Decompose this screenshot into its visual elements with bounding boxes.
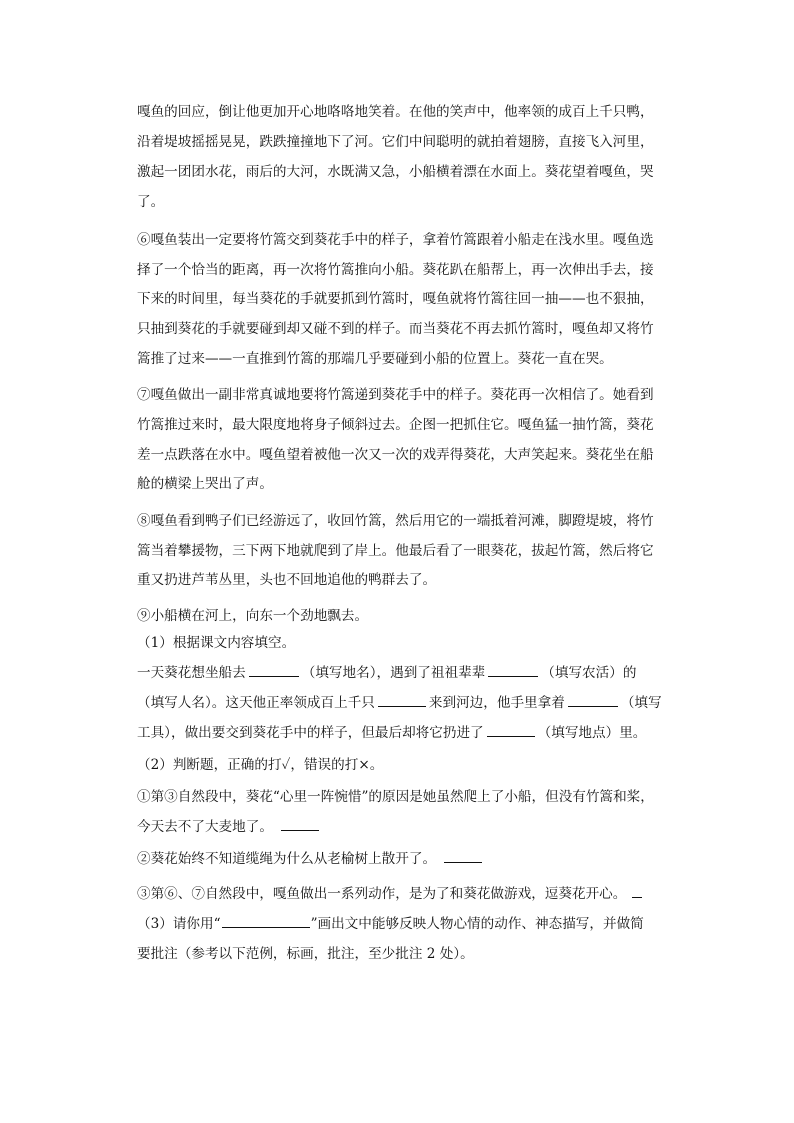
paragraph-6-line: 只抽到葵花的手就要碰到却又碰不到的样子。而当葵花不再去抓竹篙时，嘎鱼却又将竹 bbox=[137, 321, 654, 337]
question-1-line-1 bbox=[137, 660, 682, 686]
answer-blank-judgment-3[interactable] bbox=[632, 882, 642, 898]
paragraph-8-line: 重又扔进芦苇丛里，头也不回地追他的鸭群去了。 bbox=[137, 572, 437, 588]
paragraph-6-line: 下来的时间里，每当葵花的手就要抓到竹篙时，嘎鱼就将竹篙往回一抽——也不狠抽， bbox=[137, 291, 654, 307]
paragraph-7-line: 差一点跌落在水中。嘎鱼望着被他一次又一次的戏弄得葵花，大声笑起来。葵花坐在船 bbox=[137, 447, 654, 463]
question-text: （填写地点）里。 bbox=[537, 725, 647, 741]
paragraph-6-line: 择了一个恰当的距离，再一次将竹篙推向小船。葵花趴在船帮上，再一次伸出手去，接 bbox=[137, 262, 654, 278]
question-3-line-1 bbox=[137, 911, 682, 937]
underline-mark-sample bbox=[222, 912, 310, 928]
answer-blank-farm-work[interactable] bbox=[488, 661, 538, 677]
question-text: （3）请你用“ bbox=[137, 916, 221, 932]
answer-blank-tool[interactable] bbox=[568, 691, 618, 707]
paragraph-6-line: ⑥嘎鱼装出一定要将竹篙交到葵花手中的样子，拿着竹篙跟着小船走在浅水里。嘎鱼选 bbox=[137, 232, 654, 248]
question-1-heading: （1）根据课文内容填空。 bbox=[137, 635, 296, 651]
paragraph-7-line: 竹篙推过来时，最大限度地将身子倾斜过去。企图一把抓住它。嘎鱼猛一抽竹篙，葵花 bbox=[137, 417, 654, 433]
answer-blank-judgment-2[interactable] bbox=[444, 847, 482, 863]
question-text: ②葵花始终不知道缆绳为什么从老榆树上散开了。 bbox=[137, 851, 437, 867]
paragraph-8-line: ⑧嘎鱼看到鸭子们已经游远了，收回竹篙，然后用它的一端抵着河滩，脚蹬堤坡，将竹 bbox=[137, 513, 654, 529]
judgment-statement-1-cont bbox=[137, 814, 682, 840]
question-text: （填写 bbox=[620, 695, 662, 711]
judgment-statement-1: ①第③自然段中，葵花“心里一阵惋惜”的原因是她虽然爬上了小船，但没有竹篙和桨， bbox=[137, 789, 654, 805]
question-2-heading: （2）判断题，正确的打✓，错误的打×。 bbox=[137, 757, 384, 773]
paragraph-7-line: 舱的横梁上哭出了声。 bbox=[137, 476, 273, 492]
paragraph-7-line: ⑦嘎鱼做出一副非常真诚地要将竹篙递到葵花手中的样子。葵花再一次相信了。她看到 bbox=[137, 387, 654, 403]
judgment-statement-2 bbox=[137, 846, 682, 872]
question-text: 今天去不了大麦地了。 bbox=[137, 819, 273, 835]
question-text: 工具），做出要交到葵花手中的样子，但最后却将它扔进了 bbox=[137, 725, 484, 741]
answer-blank-judgment-1[interactable] bbox=[281, 815, 319, 831]
text-line: 激起一团团水花，雨后的大河，水既满又急，小船横着漂在水面上。葵花望着嘎鱼，哭 bbox=[137, 164, 654, 180]
question-text: 来到河边，他手里拿着 bbox=[428, 695, 565, 711]
question-text: （填写人名）。这天他正率领成百上千只 bbox=[137, 695, 375, 711]
text-line: 了。 bbox=[137, 194, 165, 210]
question-1-line-3 bbox=[137, 720, 682, 746]
question-text: （填写地名），遇到了祖祖辈辈 bbox=[301, 665, 486, 681]
question-3-line-2: 要批注（参考以下范例，标画，批注，至少批注 2 处）。 bbox=[137, 946, 474, 962]
paragraph-8-line: 篙当着攀援物，三下两下地就爬到了岸上。他最后看了一眼葵花，拔起竹篙，然后将它 bbox=[137, 543, 654, 559]
paragraph-6-line: 篙推了过来——一直推到竹篙的那端几乎要碰到小船的位置上。葵花一直在哭。 bbox=[137, 351, 613, 367]
judgment-statement-3 bbox=[137, 881, 682, 907]
paragraph-9-line: ⑨小船横在河上，向东一个劲地飘去。 bbox=[137, 608, 369, 624]
question-text: ”画出文中能够反映人物心情的动作、神态描写，并做简 bbox=[310, 916, 644, 932]
question-text: 一天葵花想坐船去 bbox=[137, 665, 246, 681]
question-text: ③第⑥、⑦自然段中，嘎鱼做出一系列动作，是为了和葵花做游戏，逗葵花开心。 bbox=[137, 886, 627, 902]
question-1-line-2 bbox=[137, 690, 682, 716]
text-line: 沿着堤坡摇摇晃晃，跌跌撞撞地下了河。它们中间聪明的就拍着翅膀，直接飞入河里， bbox=[137, 134, 654, 150]
answer-blank-place[interactable] bbox=[249, 661, 299, 677]
text-line: 嘎鱼的回应，倒让他更加开心地咯咯地笑着。在他的笑声中，他率领的成百上千只鸭， bbox=[137, 104, 654, 120]
answer-blank-location[interactable] bbox=[487, 721, 535, 737]
answer-blank-animal[interactable] bbox=[378, 691, 426, 707]
question-text: （填写农活）的 bbox=[541, 665, 637, 681]
